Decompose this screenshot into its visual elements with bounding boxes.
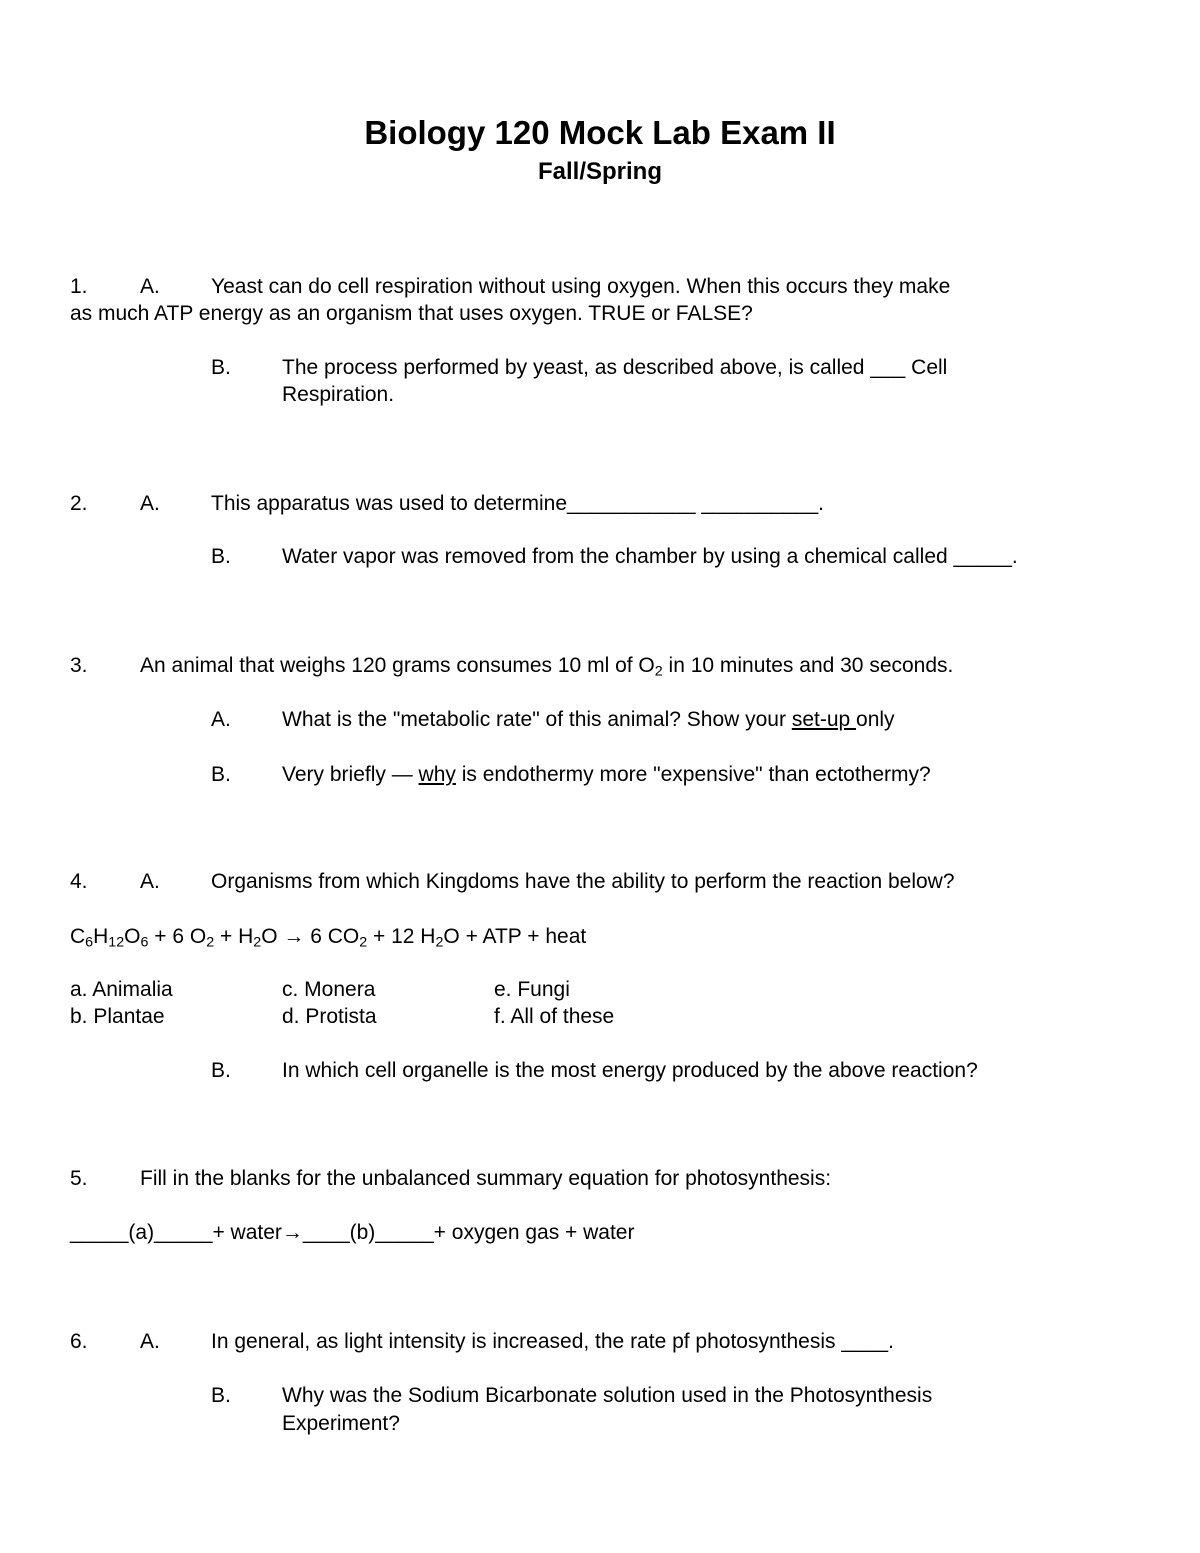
question-6b-text-line1: Why was the Sodium Bicarbonate solution used in the Photosynthesis <box>282 1384 933 1407</box>
question-number: 1. <box>70 275 88 298</box>
question-3b-text: Very briefly — why is endothermy more "expensive" than ectothermy? <box>282 763 931 786</box>
part-letter-a: A. <box>140 1330 160 1353</box>
part-letter-b: B. <box>211 545 231 568</box>
option-b: b. Plantae <box>70 1005 165 1028</box>
question-3a-text: What is the "metabolic rate" of this animal? Show your set-up only <box>282 708 895 731</box>
part-letter-a: A. <box>211 708 231 731</box>
question-1a-text-line2: as much ATP energy as an organism that uses oxygen. TRUE or FALSE? <box>70 302 753 325</box>
question-6a-text: In general, as light intensity is increased, the rate pf photosynthesis ____. <box>211 1330 894 1353</box>
option-f: f. All of these <box>494 1005 615 1028</box>
page-title: Biology 120 Mock Lab Exam II <box>364 114 836 151</box>
question-number: 2. <box>70 492 88 515</box>
option-e: e. Fungi <box>494 978 570 1001</box>
question-2b-text: Water vapor was removed from the chamber by using a chemical called _____. <box>282 545 1018 568</box>
part-letter-b: B. <box>211 356 231 379</box>
part-letter-a: A. <box>140 275 160 298</box>
option-a: a. Animalia <box>70 978 173 1001</box>
question-number: 3. <box>70 654 88 677</box>
question-number: 5. <box>70 1167 88 1190</box>
question-3-stem: An animal that weighs 120 grams consumes 10 ml of $O_2$ in 10 minutes and 30 seconds. <box>140 654 954 680</box>
question-4b-text: In which cell organelle is the most energy produced by the above reaction? <box>282 1059 978 1082</box>
option-c: c. Monera <box>282 978 376 1001</box>
part-letter-b: B. <box>211 1059 231 1082</box>
question-1a-text-line1: Yeast can do cell respiration without using oxygen. When this occurs they make <box>211 275 951 298</box>
photosynthesis-equation: _____(a)_____+ water→____(b)_____+ oxygen gas + water <box>70 1221 635 1244</box>
question-6b-text-line2: Experiment? <box>282 1412 400 1435</box>
question-2a-text: This apparatus was used to determine___________ __________. <box>211 492 824 515</box>
question-1b-text-line1: The process performed by yeast, as described above, is called ___ Cell <box>282 356 948 379</box>
question-1b-text-line2: Respiration. <box>282 383 395 406</box>
respiration-equation: $C_6H_{12}O_6 + 6$ $O_2 + H_2O \to 6$ $CO_2 + 12$ $H_2O$ + ATP + heat <box>70 925 587 951</box>
part-letter-b: B. <box>211 1384 231 1407</box>
page-subtitle: Fall/Spring <box>537 158 662 185</box>
part-letter-b: B. <box>211 763 231 786</box>
question-number: 4. <box>70 870 88 893</box>
option-d: d. Protista <box>282 1005 377 1028</box>
question-5-stem: Fill in the blanks for the unbalanced summary equation for photosynthesis: <box>140 1167 832 1190</box>
question-number: 6. <box>70 1330 88 1353</box>
part-letter-a: A. <box>140 870 160 893</box>
question-4a-text: Organisms from which Kingdoms have the ability to perform the reaction below? <box>211 870 955 893</box>
part-letter-a: A. <box>140 492 160 515</box>
